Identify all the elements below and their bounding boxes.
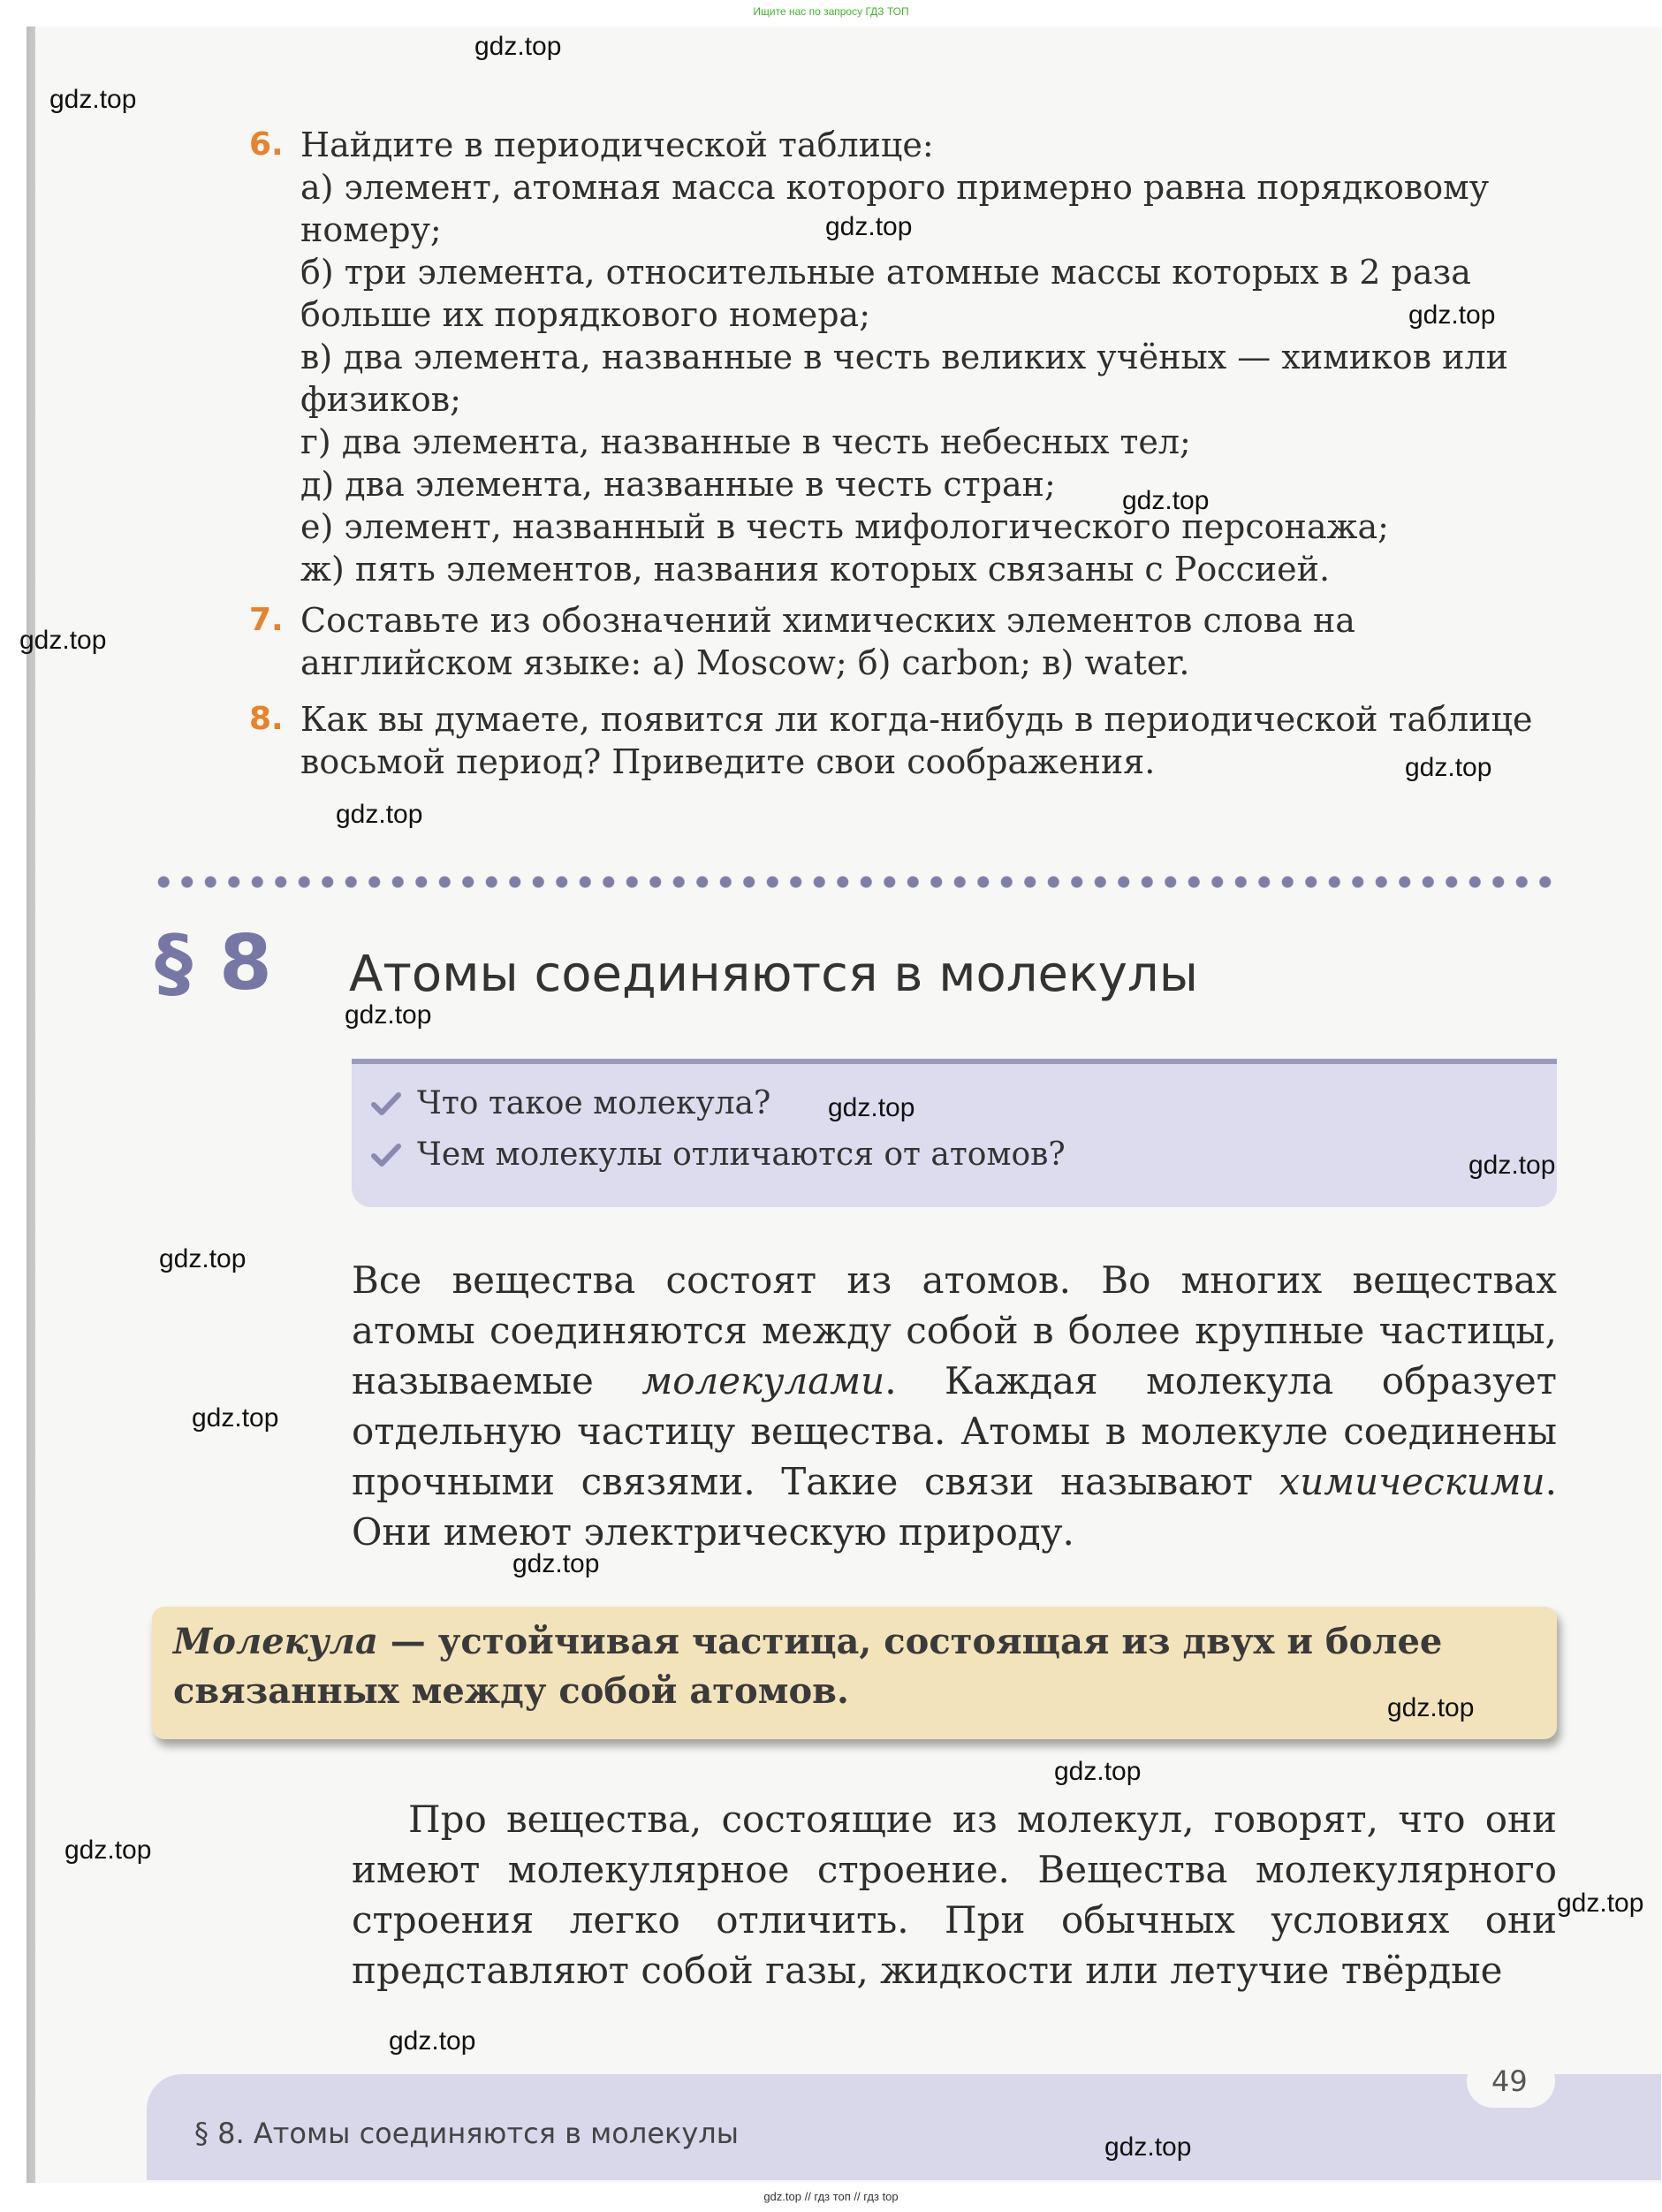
task-line: в) два элемента, названные в честь великих учёных — химиков или физиков; bbox=[300, 338, 1508, 419]
paragraph-molecular-structure bbox=[352, 1794, 1557, 1995]
task-6 bbox=[249, 124, 1555, 590]
task-number: 8. bbox=[249, 701, 284, 737]
checkmark-icon bbox=[371, 1142, 401, 1168]
task-line: Найдите в периодической таблице: bbox=[300, 125, 934, 164]
section-sign: § 8 bbox=[155, 919, 272, 1007]
watermark[interactable]: gdz.top bbox=[1122, 486, 1210, 515]
task-line: д) два элемента, названные в честь стран; bbox=[300, 465, 1056, 504]
task-line: г) два элемента, названные в честь небесных тел; bbox=[300, 422, 1191, 461]
paragraph-molecules bbox=[352, 1255, 1557, 1557]
section-title: Атомы соединяются в молекулы bbox=[349, 946, 1198, 1003]
watermark[interactable]: gdz.top bbox=[389, 2026, 476, 2056]
task-8 bbox=[249, 698, 1555, 783]
task-number: 6. bbox=[249, 126, 284, 163]
definition-term: Молекула bbox=[173, 1621, 378, 1662]
questions-box bbox=[352, 1059, 1557, 1207]
task-number: 7. bbox=[249, 602, 284, 638]
watermark[interactable]: gdz.top bbox=[1104, 2132, 1192, 2162]
italic-term: молекулами bbox=[641, 1359, 885, 1402]
paragraph-text: . Они имеют электрическую природу. bbox=[352, 1460, 1557, 1554]
top-banner[interactable]: Ищите нас по запросу ГДЗ ТОП bbox=[753, 5, 909, 18]
watermark[interactable]: gdz.top bbox=[828, 1093, 915, 1122]
italic-term: химическими bbox=[1279, 1460, 1545, 1503]
task-line: а) элемент, атомная масса которого примерно равна порядковому номеру; bbox=[300, 168, 1490, 249]
paragraph-text: Про вещества, состоящие из молекул, говорят, что они имеют молекулярное строение. Вещества молекулярного строения легко отличить. При обычных условиях они представляют собой газы, жидкости или летучие твёрдые bbox=[352, 1798, 1557, 1992]
paragraph-text: . Каждая молекула образует отдельную частицу вещества. Атомы в молекуле соединены прочными связями. Такие связи называют bbox=[352, 1359, 1557, 1503]
task-line: б) три элемента, относительные атомные массы которых в 2 раза больше их порядкового номера; bbox=[300, 253, 1471, 334]
question-text: Что такое молекула? bbox=[417, 1085, 771, 1121]
watermark[interactable]: gdz.top bbox=[336, 800, 423, 829]
watermark[interactable]: gdz.top bbox=[192, 1403, 279, 1433]
definition-body: — устойчивая частица, состоящая из двух и более связанных между собой атомов. bbox=[173, 1621, 1443, 1712]
dotted-divider bbox=[152, 875, 1557, 889]
task-line: е) элемент, названный в честь мифологического персонажа; bbox=[300, 507, 1389, 546]
definition-box bbox=[152, 1607, 1557, 1739]
definition-text bbox=[173, 1617, 1534, 1716]
watermark[interactable]: gdz.top bbox=[1387, 1693, 1475, 1722]
watermark[interactable]: gdz.top bbox=[19, 626, 107, 655]
question-item bbox=[371, 1085, 770, 1121]
watermark[interactable]: gdz.top bbox=[65, 1836, 152, 1865]
watermark[interactable]: gdz.top bbox=[1405, 753, 1492, 782]
paragraph-text: Все вещества состоят из атомов. Во многих веществах атомы соединяются между собой в более крупные частицы, называемые bbox=[352, 1258, 1557, 1402]
watermark[interactable]: gdz.top bbox=[1557, 1889, 1644, 1918]
page-number: 49 bbox=[1491, 2064, 1528, 2098]
watermark[interactable]: gdz.top bbox=[1054, 1757, 1142, 1786]
watermark[interactable]: gdz.top bbox=[512, 1549, 600, 1578]
question-text: Чем молекулы отличаются от атомов? bbox=[417, 1136, 1066, 1173]
task-text: Составьте из обозначений химических элементов слова на английском языке: а) Moscow; б) carbon; в) water. bbox=[300, 601, 1355, 682]
bottom-banner[interactable]: gdz.top // гдз топ // гдз top bbox=[763, 2190, 899, 2203]
watermark[interactable]: gdz.top bbox=[159, 1244, 247, 1273]
watermark[interactable]: gdz.top bbox=[825, 212, 913, 241]
question-item bbox=[371, 1136, 1066, 1173]
footer-running-title: § 8. Атомы соединяются в молекулы bbox=[194, 2117, 739, 2150]
watermark[interactable]: gdz.top bbox=[1468, 1151, 1556, 1180]
watermark[interactable]: gdz.top bbox=[474, 32, 562, 61]
checkmark-icon bbox=[371, 1091, 401, 1117]
task-7 bbox=[249, 599, 1555, 684]
task-line: ж) пять элементов, названия которых связаны с Россией. bbox=[300, 550, 1331, 589]
watermark[interactable]: gdz.top bbox=[49, 85, 137, 114]
task-text: Как вы думаете, появится ли когда-нибудь в периодической таблице восьмой период? Приведите свои соображения. bbox=[300, 700, 1533, 781]
watermark[interactable]: gdz.top bbox=[345, 1000, 432, 1030]
watermark[interactable]: gdz.top bbox=[1408, 300, 1496, 330]
